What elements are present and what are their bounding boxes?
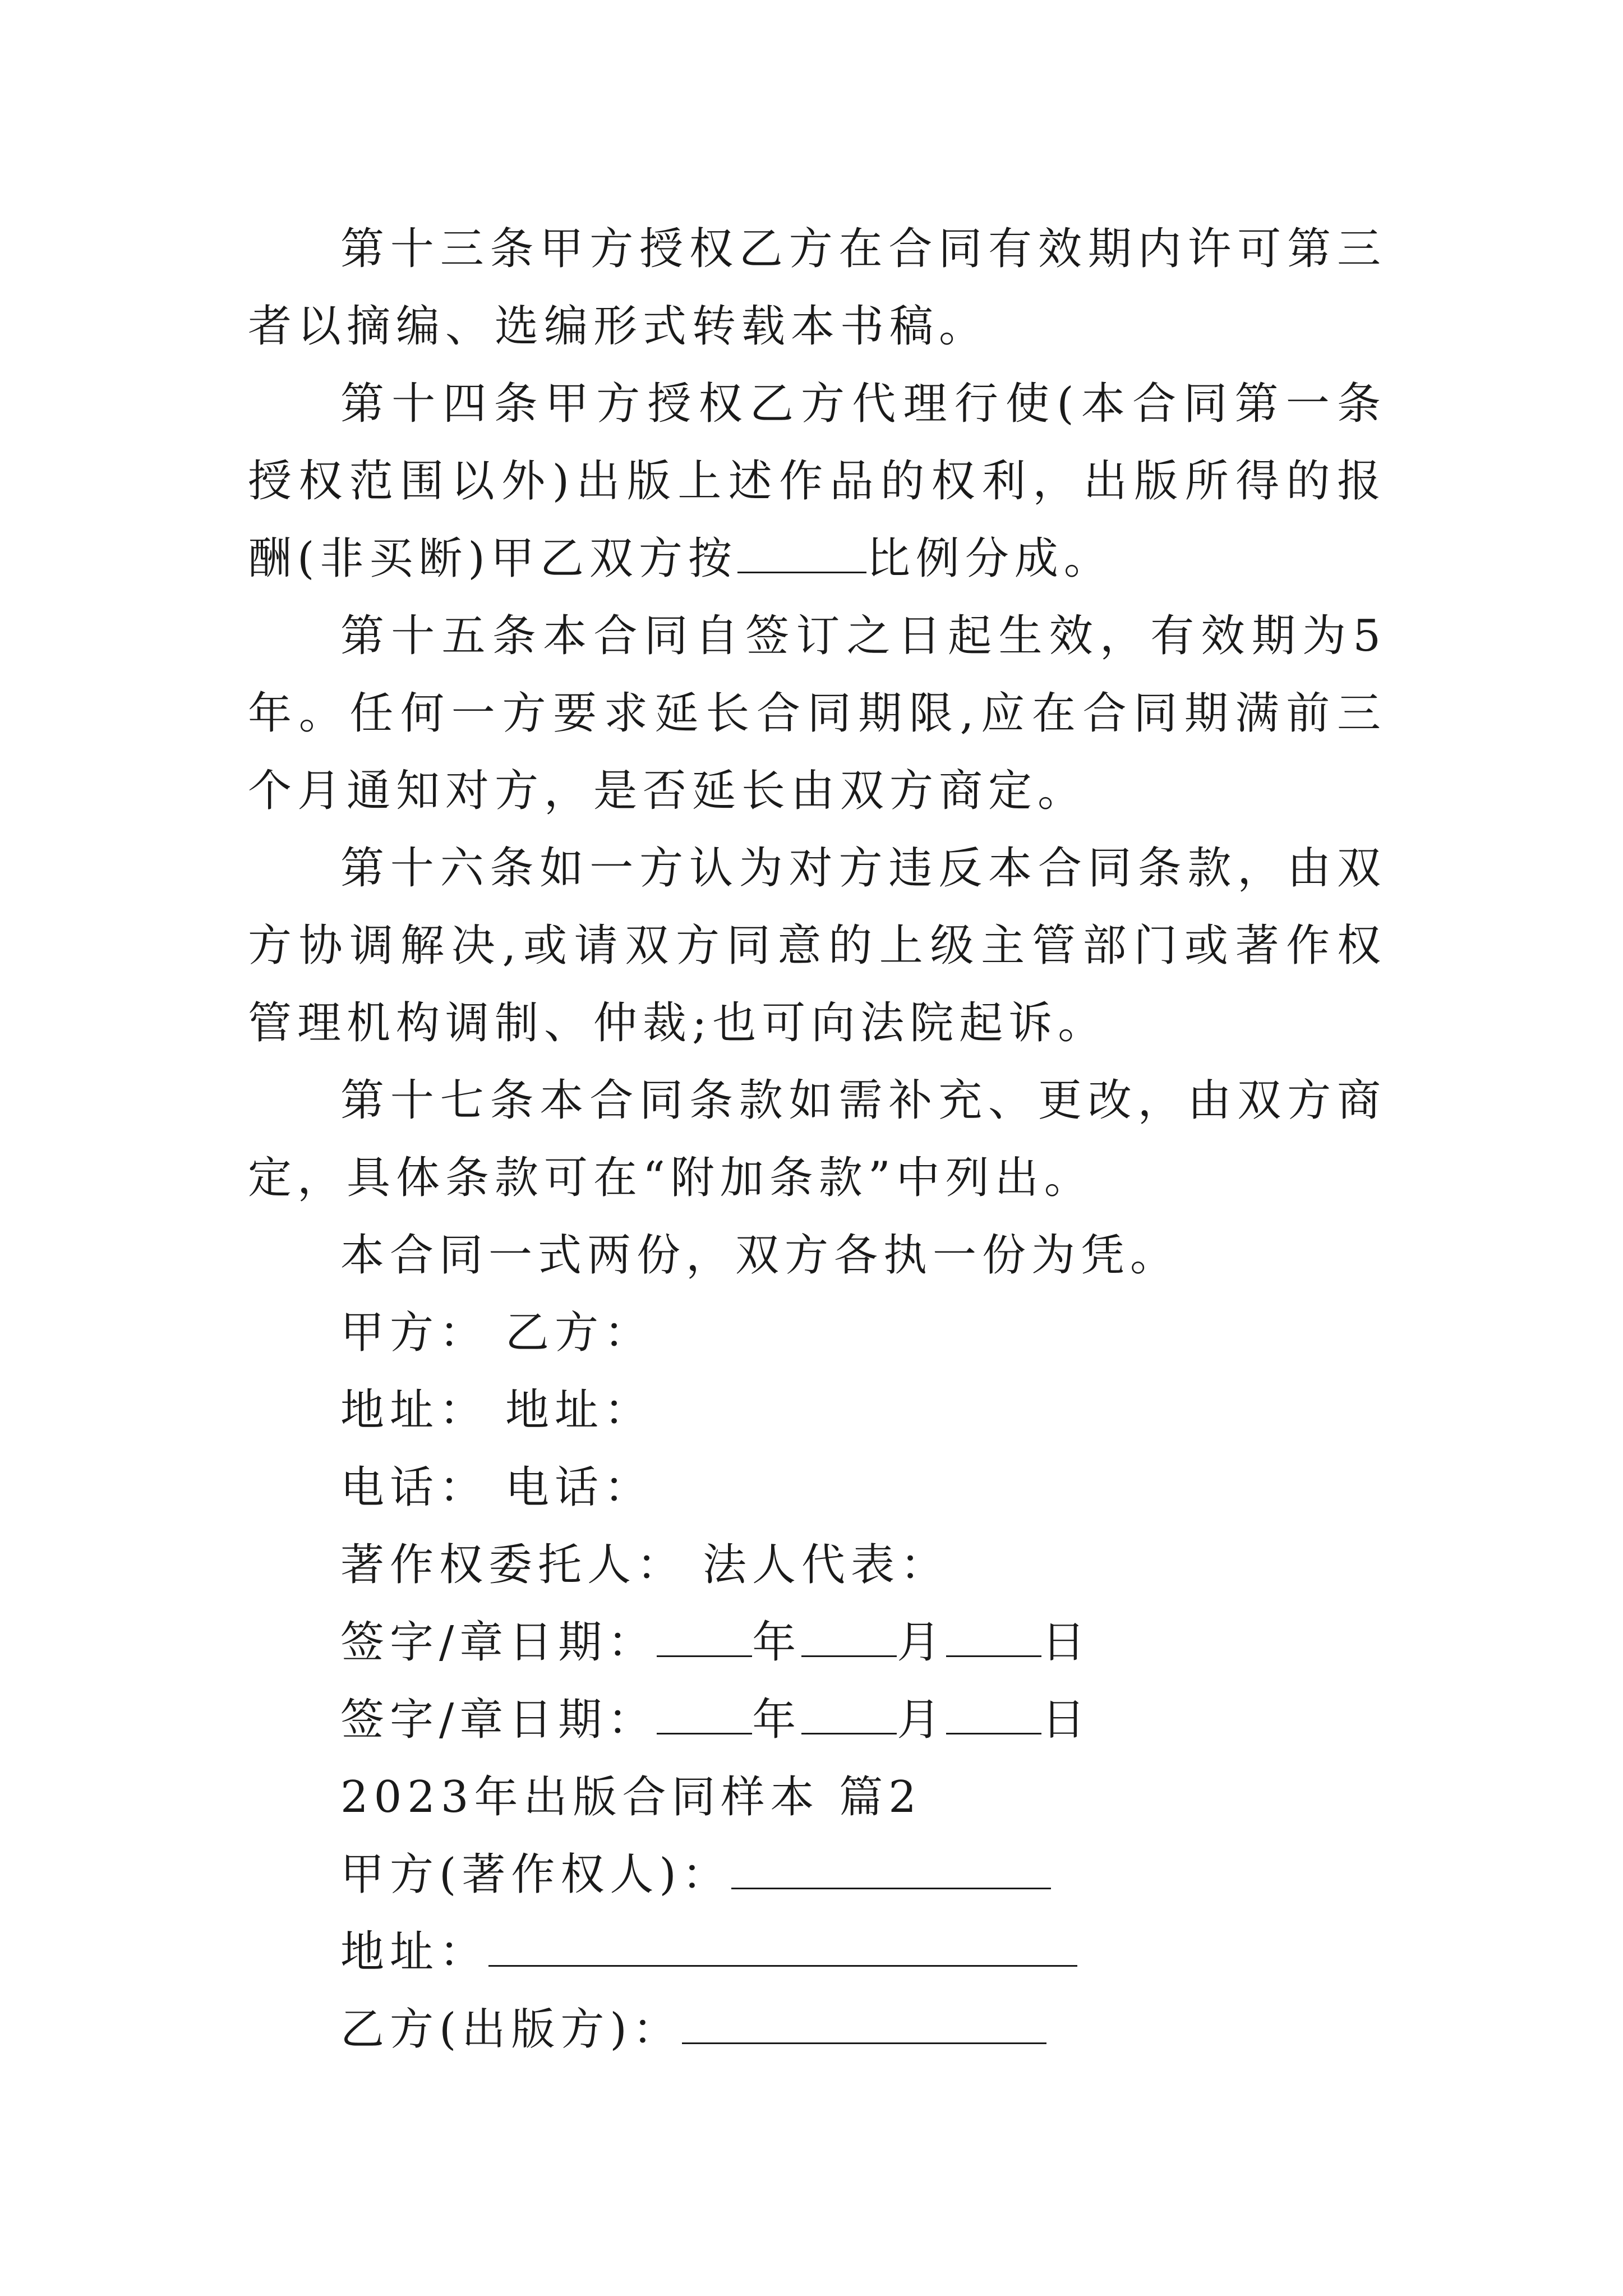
- author-label: 甲方(著作权人)：: [340, 1849, 731, 1900]
- sign-date-label: 签字/章日期：: [340, 1695, 657, 1745]
- year-char: 年: [752, 1617, 802, 1668]
- author-line: [248, 1836, 1386, 1913]
- article-14-tail: 比例分成。: [866, 533, 1113, 584]
- address-label: 地址：: [340, 1927, 489, 1977]
- sign-date-line-b: [248, 1681, 1386, 1759]
- legal-rep-label: 法人代表：: [703, 1540, 950, 1590]
- copies-note: 本合同一式两份，双方各执一份为凭。: [340, 1230, 1180, 1281]
- article-14: [248, 365, 1386, 597]
- address-line-2: [248, 1913, 1386, 1991]
- publisher-line: [248, 1991, 1386, 2068]
- party-line: [248, 1294, 1386, 1372]
- publisher-blank: [682, 2003, 1046, 2044]
- party-b-label: 乙方：: [505, 1308, 654, 1358]
- month-char: 月: [897, 1695, 947, 1745]
- address-blank: [488, 1926, 1077, 1967]
- article-14-text: 第十四条甲方授权乙方代理行使(本合同第一条授权范围以外)出版上述作品的权利，出版所得的报酬(非买断)甲乙双方按: [248, 379, 1386, 584]
- address-line: [248, 1372, 1386, 1449]
- copyright-agent-label: 著作权委托人：: [340, 1540, 686, 1590]
- phone-b-label: 电话：: [505, 1462, 654, 1513]
- day-char: 日: [1041, 1617, 1091, 1668]
- month-char: 月: [897, 1617, 947, 1668]
- year-char: 年: [752, 1695, 802, 1745]
- sign-date-label: 签字/章日期：: [340, 1617, 657, 1668]
- day-blank: [946, 1616, 1041, 1657]
- article-13: 第十三条甲方授权乙方在合同有效期内许可第三者以摘编、选编形式转载本书稿。: [248, 224, 1386, 352]
- year-blank: [657, 1616, 752, 1657]
- year-blank: [657, 1694, 752, 1734]
- publisher-label: 乙方(出版方)：: [340, 2004, 682, 2055]
- sign-date-line-a: [248, 1604, 1386, 1681]
- phone-a-label: 电话：: [340, 1462, 489, 1513]
- article-16: 第十六条如一方认为对方违反本合同条款，由双方协调解决,或请双方同意的上级主管部门或著作权管理机构调制、仲裁;也可向法院起诉。: [248, 843, 1386, 1048]
- article-17: 第十七条本合同条款如需补充、更改，由双方商定，具体条款可在“附加条款”中列出。: [248, 1075, 1386, 1203]
- phone-line: [248, 1449, 1386, 1526]
- party-a-label: 甲方：: [340, 1308, 489, 1358]
- author-blank: [731, 1848, 1051, 1889]
- representative-line: [248, 1526, 1386, 1604]
- article-15: 第十五条本合同自签订之日起生效，有效期为5年。任何一方要求延长合同期限,应在合同期满前三个月通知对方，是否延长由双方商定。: [248, 611, 1386, 816]
- contract-body: [248, 210, 1386, 2068]
- month-blank: [801, 1616, 897, 1657]
- ratio-blank: [737, 532, 866, 573]
- address-a-label: 地址：: [340, 1385, 489, 1435]
- day-blank: [946, 1694, 1041, 1734]
- address-b-label: 地址：: [505, 1385, 654, 1435]
- month-blank: [801, 1694, 897, 1734]
- section-2-title: 2023年出版合同样本 篇2: [340, 1772, 922, 1823]
- day-char: 日: [1041, 1695, 1091, 1745]
